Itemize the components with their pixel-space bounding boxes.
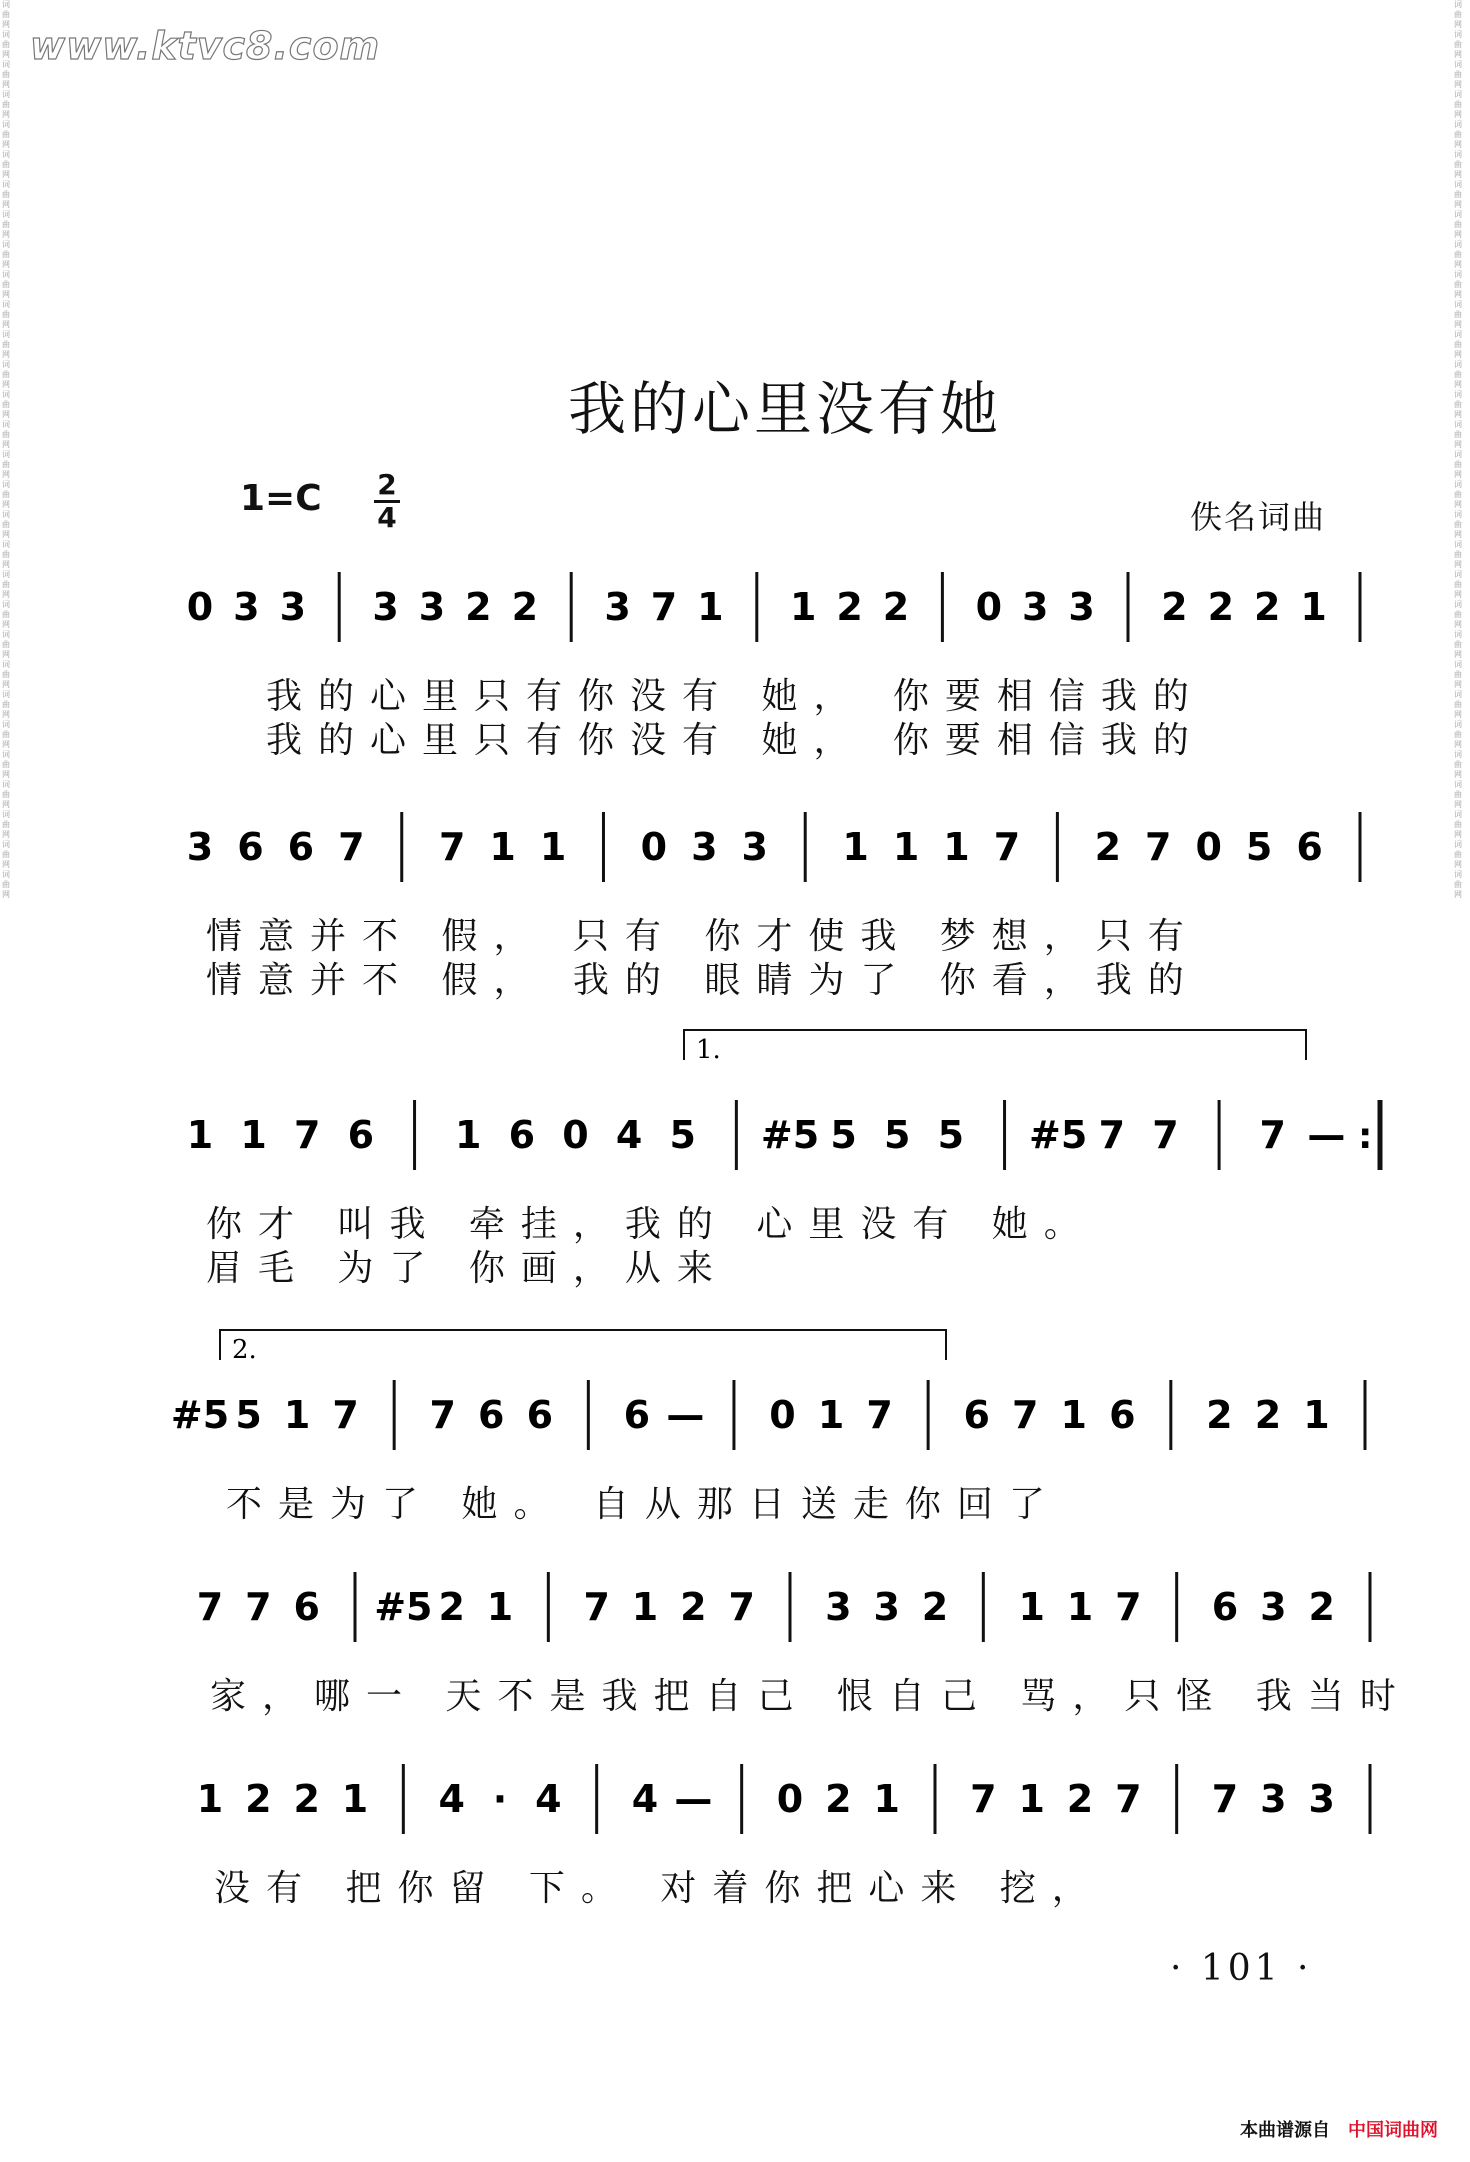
note: 2 bbox=[1066, 1777, 1094, 1821]
note: 7 bbox=[196, 1585, 224, 1629]
lyrics-system-5: 家，哪一 天不是我把自己 恨自己 骂，只怪 我当时 bbox=[210, 1676, 1412, 1717]
note: 3 bbox=[1260, 1777, 1287, 1821]
note: 7 bbox=[438, 825, 466, 869]
note: 0 bbox=[776, 1777, 804, 1821]
volta-bracket bbox=[220, 1330, 946, 1360]
note: 0 bbox=[769, 1393, 796, 1437]
note: 6 bbox=[237, 825, 264, 869]
note: 6 bbox=[478, 1393, 505, 1437]
watermark: www.ktvc8.com bbox=[30, 24, 381, 68]
note: 5 bbox=[884, 1113, 911, 1157]
note: 1 bbox=[1018, 1585, 1045, 1629]
note: #5 bbox=[170, 1393, 230, 1437]
note: 4 bbox=[631, 1777, 659, 1821]
note: 6 bbox=[347, 1113, 375, 1157]
note: — bbox=[1307, 1113, 1346, 1157]
lyrics-system-2-verse-1: 情意并不 假， 只有 你才使我 梦想，只有 bbox=[206, 916, 1200, 957]
note: 0 bbox=[186, 585, 214, 629]
note: 5 bbox=[937, 1113, 965, 1157]
lyrics-system-1-verse-2: 我的心里只有你没有 她， 你要相信我的 bbox=[266, 720, 1205, 761]
note: 1 bbox=[789, 585, 817, 629]
note: 7 bbox=[866, 1393, 893, 1437]
note: 1 bbox=[196, 1777, 224, 1821]
note: #5 bbox=[760, 1113, 820, 1157]
note: 1 bbox=[892, 825, 920, 869]
note: 3 bbox=[604, 585, 631, 629]
note: 3 bbox=[1260, 1585, 1287, 1629]
lyrics-system-3-verse-1: 你才 叫我 牵挂，我的 心里没有 她。 bbox=[206, 1204, 1096, 1245]
note: 3 bbox=[372, 585, 399, 629]
note: 7 bbox=[294, 1113, 321, 1157]
note: 2 bbox=[1206, 1393, 1233, 1437]
note: 7 bbox=[429, 1393, 456, 1437]
note: 0 bbox=[640, 825, 668, 869]
note: 0 bbox=[975, 585, 1003, 629]
volta-label: 1. bbox=[696, 1035, 721, 1065]
note: 1 bbox=[539, 825, 567, 869]
note: 2 bbox=[293, 1777, 320, 1821]
song-title: 我的心里没有她 bbox=[567, 375, 1002, 443]
note: 0 bbox=[562, 1113, 589, 1157]
note: 7 bbox=[1145, 825, 1172, 869]
note: 3 bbox=[691, 825, 718, 869]
volta-label: 2. bbox=[232, 1335, 257, 1365]
side-watermark-strip-right: 词曲网词曲网词曲网词曲网词曲网词曲网词曲网词曲网词曲网词曲网词曲网词曲网词曲网词曲网词曲网词曲网词曲网词曲网词曲网词曲网词曲网词曲网词曲网词曲网词曲网词曲网词曲网词曲网词曲网词曲网 bbox=[1454, 0, 1462, 899]
lyrics-system-3-verse-2: 眉毛 为了 你画，从来 bbox=[206, 1248, 729, 1289]
note: 7 bbox=[1098, 1113, 1126, 1157]
note: 5 bbox=[1245, 825, 1273, 869]
source-label: 本曲谱源自 bbox=[1240, 2120, 1330, 2141]
note: 3 bbox=[233, 585, 260, 629]
note: 2 bbox=[825, 1777, 852, 1821]
note: 6 bbox=[526, 1393, 554, 1437]
note: — bbox=[674, 1777, 713, 1821]
note: 6 bbox=[1296, 825, 1323, 869]
source-credit bbox=[1240, 2116, 1438, 2142]
note: 4 bbox=[615, 1113, 643, 1157]
note: 2 bbox=[1308, 1585, 1335, 1629]
note: 2 bbox=[465, 585, 492, 629]
note: 4 bbox=[438, 1777, 465, 1821]
note: 1 bbox=[186, 1113, 214, 1157]
note: 7 bbox=[650, 585, 678, 629]
note: 6 bbox=[287, 825, 315, 869]
note: 3 bbox=[279, 585, 307, 629]
note: 7 bbox=[332, 1393, 359, 1437]
note: 2 bbox=[882, 585, 910, 629]
note: 1 bbox=[1018, 1777, 1045, 1821]
note: 4 bbox=[535, 1777, 562, 1821]
note: 7 bbox=[245, 1585, 272, 1629]
source-site-link[interactable]: 中国词曲网 bbox=[1348, 2120, 1438, 2141]
note: 6 bbox=[293, 1585, 320, 1629]
note: 3 bbox=[1021, 585, 1049, 629]
note: 1 bbox=[943, 825, 970, 869]
note: 7 bbox=[1115, 1777, 1142, 1821]
note: 1 bbox=[283, 1393, 311, 1437]
note: 5 bbox=[669, 1113, 696, 1157]
note: 1 bbox=[1300, 585, 1327, 629]
note: 7 bbox=[583, 1585, 610, 1629]
note: 1 bbox=[489, 825, 516, 869]
note: 1 bbox=[454, 1113, 482, 1157]
side-watermark-strip-left: 词曲网词曲网词曲网词曲网词曲网词曲网词曲网词曲网词曲网词曲网词曲网词曲网词曲网词曲网词曲网词曲网词曲网词曲网词曲网词曲网词曲网词曲网词曲网词曲网词曲网词曲网词曲网词曲网词曲网词曲网 bbox=[2, 0, 10, 899]
page-number: · 101 · bbox=[1170, 1948, 1313, 1989]
note: 1 bbox=[842, 825, 869, 869]
note: 6 bbox=[508, 1113, 536, 1157]
note: 7 bbox=[993, 825, 1021, 869]
note: 6 bbox=[1211, 1585, 1239, 1629]
note: 1 bbox=[817, 1393, 845, 1437]
time-signature-bottom: 4 bbox=[377, 501, 397, 534]
note: 2 bbox=[1207, 585, 1235, 629]
note: 2 bbox=[1253, 585, 1281, 629]
note: 6 bbox=[1109, 1393, 1136, 1437]
note: 1 bbox=[1060, 1393, 1087, 1437]
note: 3 bbox=[873, 1585, 900, 1629]
note: 1 bbox=[873, 1777, 900, 1821]
note: 2 bbox=[1161, 585, 1188, 629]
note: 2 bbox=[836, 585, 863, 629]
note: 1 bbox=[1303, 1393, 1330, 1437]
note: 7 bbox=[338, 825, 365, 869]
note: 5 bbox=[830, 1113, 857, 1157]
note: 0 bbox=[1195, 825, 1222, 869]
note: 7 bbox=[728, 1585, 755, 1629]
note: 2 bbox=[680, 1585, 707, 1629]
note: 2 bbox=[1254, 1393, 1282, 1437]
note: 7 bbox=[1011, 1393, 1039, 1437]
note: 2 bbox=[511, 585, 539, 629]
note: 7 bbox=[1259, 1113, 1286, 1157]
lyrics-system-4: 不是为了 她。 自从那日送走你回了 bbox=[226, 1484, 1061, 1525]
note: #5 bbox=[374, 1585, 433, 1629]
note: 7 bbox=[1152, 1113, 1179, 1157]
note: 1 bbox=[1066, 1585, 1094, 1629]
note: 7 bbox=[1115, 1585, 1142, 1629]
note: 3 bbox=[418, 585, 446, 629]
note: 3 bbox=[1308, 1777, 1335, 1821]
lyrics-system-6: 没有 把你留 下。 对着你把心来 挖， bbox=[214, 1868, 1104, 1909]
note: 5 bbox=[235, 1393, 262, 1437]
note: 1 bbox=[341, 1777, 369, 1821]
note: 6 bbox=[623, 1393, 651, 1437]
note: 1 bbox=[240, 1113, 267, 1157]
time-signature-top: 2 bbox=[377, 468, 397, 501]
note: 7 bbox=[1211, 1777, 1239, 1821]
note: 2 bbox=[1094, 825, 1122, 869]
note: 7 bbox=[970, 1777, 997, 1821]
volta-bracket bbox=[684, 1030, 1306, 1060]
author-credit: 佚名词曲 bbox=[1190, 498, 1327, 536]
note: 1 bbox=[486, 1585, 514, 1629]
note: 2 bbox=[438, 1585, 465, 1629]
note: 1 bbox=[631, 1585, 659, 1629]
note: 3 bbox=[741, 825, 769, 869]
note: 2 bbox=[921, 1585, 949, 1629]
note: 6 bbox=[963, 1393, 990, 1437]
note: 2 bbox=[245, 1777, 272, 1821]
note: 3 bbox=[825, 1585, 852, 1629]
note: 3 bbox=[186, 825, 214, 869]
repeat-sign: : bbox=[1358, 1116, 1373, 1157]
note: #5 bbox=[1029, 1113, 1088, 1157]
note: 1 bbox=[697, 585, 724, 629]
key-signature: 1=C bbox=[240, 478, 322, 519]
lyrics-system-2-verse-2: 情意并不 假， 我的 眼睛为了 你看，我的 bbox=[206, 960, 1200, 1001]
note: 3 bbox=[1068, 585, 1095, 629]
lyrics-system-1-verse-1: 我的心里只有你没有 她， 你要相信我的 bbox=[266, 676, 1205, 717]
note: — bbox=[666, 1393, 705, 1437]
note: · bbox=[492, 1777, 508, 1821]
